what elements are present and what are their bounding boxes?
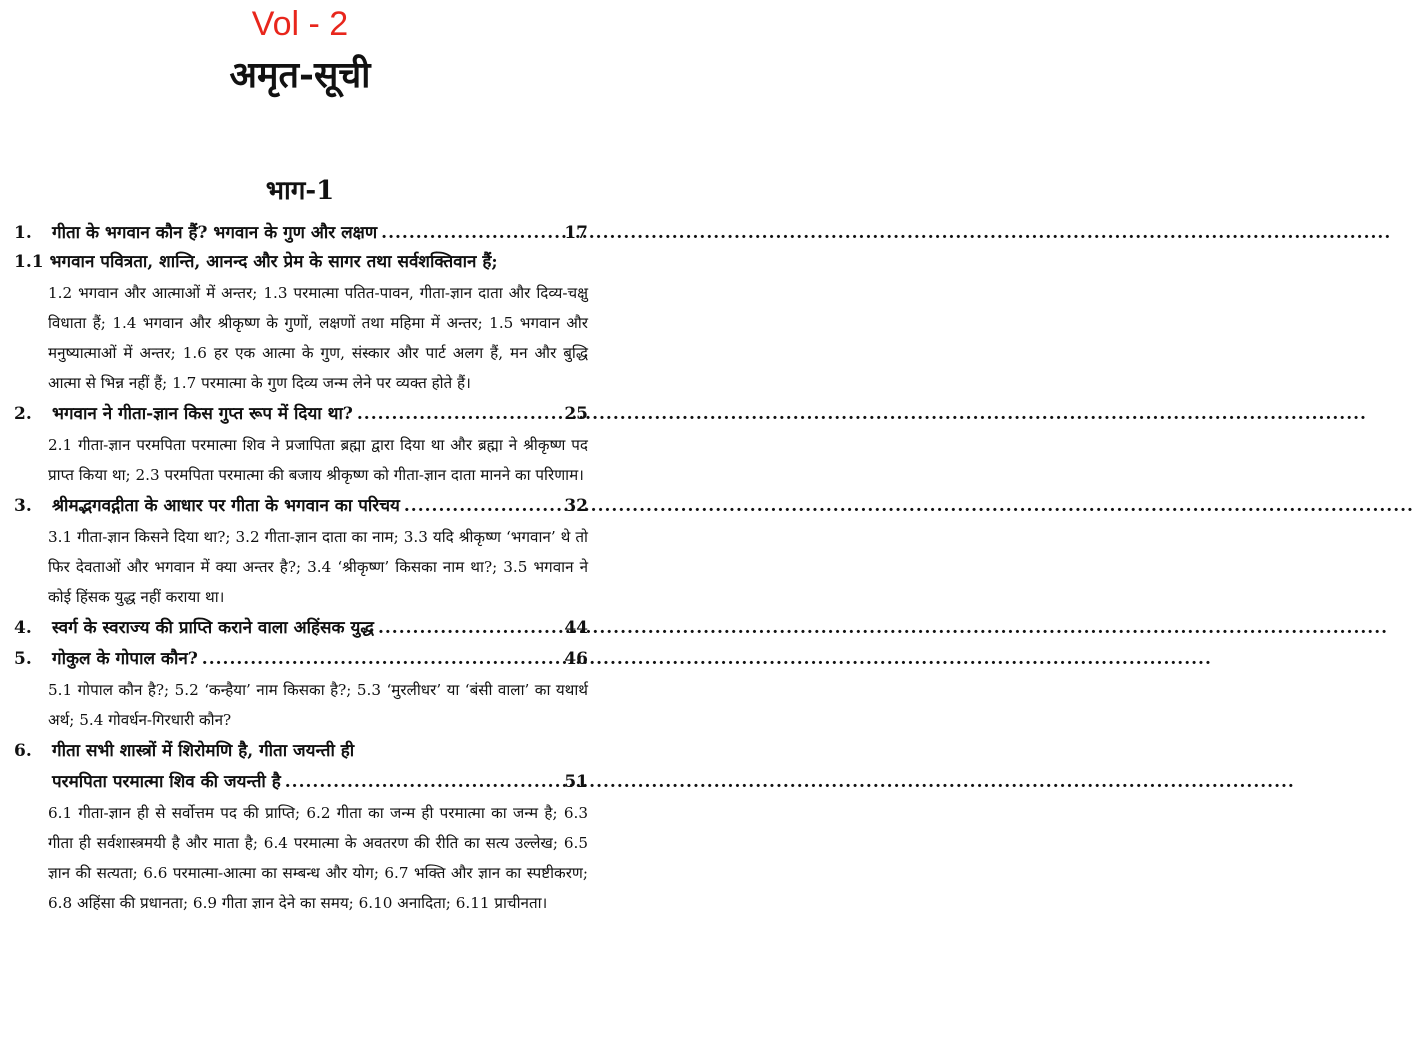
part-heading: भाग-1 <box>265 176 335 206</box>
entry-number: 5. <box>14 649 32 669</box>
toc-entry-heading <box>14 644 588 675</box>
entry-title: भगवान ने गीता-ज्ञान किस गुप्त रूप में दिया था? <box>52 404 353 424</box>
entry-page-number: 44 <box>564 618 588 638</box>
toc-entry-heading <box>14 399 588 430</box>
toc-entry-heading <box>14 491 588 522</box>
entry-page-number: 25 <box>564 404 588 424</box>
entry-subtopics: 3.1 गीता-ज्ञान किसने दिया था?; 3.2 गीता-ज्ञान दाता का नाम; 3.3 यदि श्रीकृष्ण ‘भगवान’ थे तो फिर देवताओं और भगवान में क्या अन्तर है?; 3.4 ‘श्रीकृष्ण’ किसका नाम था?; 3.5 भगवान ने कोई हिंसक युद्ध नहीं कराया था। <box>48 528 588 606</box>
entry-title: गीता सभी शास्त्रों में शिरोमणि है, गीता जयन्ती ही <box>52 741 355 761</box>
dot-leader <box>381 218 550 249</box>
entry-number: 3. <box>14 496 32 516</box>
entry-subtopics: 2.1 गीता-ज्ञान परमपिता परमात्मा शिव ने प्रजापिता ब्रह्मा द्वारा दिया था और ब्रह्मा ने श्रीकृष्ण पद प्राप्त किया था; 2.3 परमपिता परमात्मा की बजाय श्रीकृष्ण को गीता-ज्ञान दाता मानने का परिणाम। <box>48 436 588 484</box>
entry-page-number: 32 <box>564 496 588 516</box>
table-of-contents <box>14 218 588 919</box>
toc-entry-heading <box>14 218 588 249</box>
entry-number: 6. <box>14 741 32 761</box>
toc-entry-1 <box>14 218 588 249</box>
entry-page-number: 51 <box>564 772 588 792</box>
entry-page-number: 17 <box>564 223 588 243</box>
entry-subtopics: 6.1 गीता-ज्ञान ही से सर्वोत्तम पद की प्राप्ति; 6.2 गीता का जन्म ही परमात्मा का जन्म है; 6.3 गीता ही सर्वशास्त्रमयी है और माता है; 6.4 परमात्मा के अवतरण की रीति का सत्य उल्लेख; 6.5 ज्ञान की सत्यता; 6.6 परमात्मा-आत्मा का सम्बन्ध और योग; 6.7 भक्ति और ज्ञान का स्पष्टीकरण; 6.8 अहिंसा की प्रधानता; 6.9 गीता ज्ञान देने का समय; 6.10 अनादिता; 6.11 प्राचीनता। <box>48 804 588 912</box>
entry-title: गोकुल के गोपाल कौन? <box>52 649 198 669</box>
entry-title-continued: परमपिता परमात्मा शिव की जयन्ती है <box>52 772 281 792</box>
entry-number: 2. <box>14 404 32 424</box>
dot-leader <box>285 767 550 798</box>
entry-number: 4. <box>14 618 32 638</box>
entry-number: 1.1 <box>14 252 44 272</box>
dot-leader <box>378 613 550 644</box>
toc-entry-heading-continued <box>14 767 588 798</box>
toc-entry-1-1 <box>14 247 588 398</box>
toc-entry-5 <box>14 644 588 735</box>
entry-title: श्रीमद्भगवद्गीता के आधार पर गीता के भगवान का परिचय <box>52 496 400 516</box>
page-title: अमृत-सूची <box>229 54 371 96</box>
entry-subtopics: 1.2 भगवान और आत्माओं में अन्तर; 1.3 परमात्मा पतित-पावन, गीता-ज्ञान दाता और दिव्य-चक्षु विधाता हैं; 1.4 भगवान और श्रीकृष्ण के गुणों, लक्षणों तथा महिमा में अन्तर; 1.5 भगवान और मनुष्यात्माओं में अन्तर; 1.6 हर एक आत्मा के गुण, संस्कार और पार्ट अलग हैं, मन और बुद्धि आत्मा से भिन्न नहीं हैं; 1.7 परमात्मा के गुण दिव्य जन्म लेने पर व्यक्त होते हैं। <box>48 284 588 392</box>
entry-subtopics: 5.1 गोपाल कौन है?; 5.2 ‘कन्हैया’ नाम किसका है?; 5.3 ‘मुरलीधर’ या ‘बंसी वाला’ का यथार्थ अर्थ; 5.4 गोवर्धन-गिरधारी कौन? <box>48 681 588 729</box>
entry-title: गीता के भगवान कौन हैं? भगवान के गुण और लक्षण <box>52 223 378 243</box>
entry-page-number: 46 <box>564 649 588 669</box>
document-page <box>0 0 600 1040</box>
entry-title: स्वर्ग के स्वराज्य की प्राप्ति कराने वाला अहिंसक युद्ध <box>52 618 374 638</box>
toc-entry-2 <box>14 399 588 490</box>
toc-entry-heading <box>14 613 588 644</box>
dot-leader <box>357 399 550 430</box>
dot-leader <box>202 644 550 675</box>
toc-entry-3 <box>14 491 588 612</box>
volume-label: Vol - 2 <box>251 5 349 43</box>
toc-entry-heading <box>14 736 588 767</box>
toc-entry-4 <box>14 613 588 644</box>
entry-number: 1. <box>14 223 32 243</box>
entry-title: भगवान पवित्रता, शान्ति, आनन्द और प्रेम के सागर तथा सर्वशक्तिवान हैं; <box>49 252 498 272</box>
toc-entry-6 <box>14 736 588 918</box>
dot-leader <box>404 491 550 522</box>
toc-entry-heading <box>14 247 588 278</box>
